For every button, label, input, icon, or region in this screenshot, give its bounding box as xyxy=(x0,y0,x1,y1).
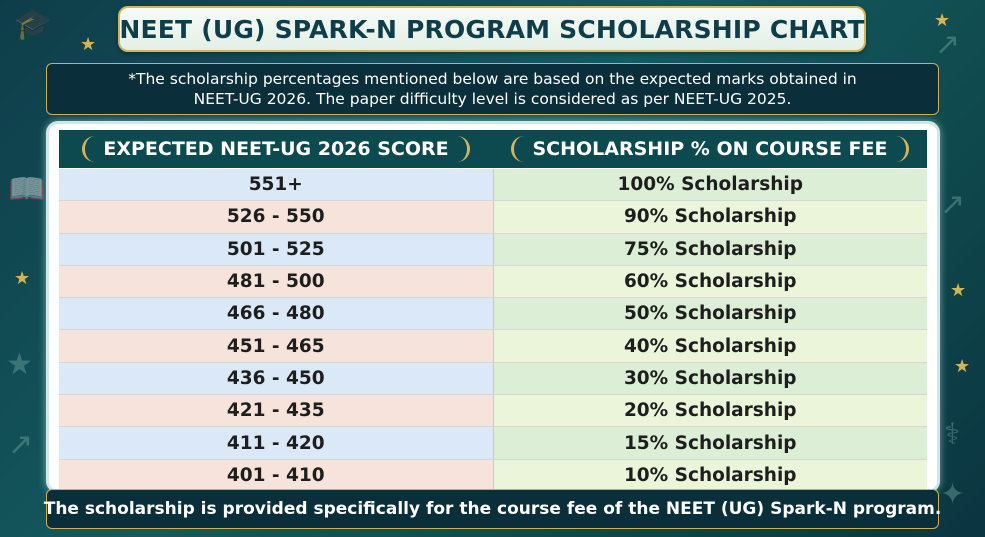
table-row xyxy=(59,330,927,362)
scholarship-cell: 10% Scholarship xyxy=(494,460,928,491)
scholarship-cell: 15% Scholarship xyxy=(494,427,928,458)
footer-text: The scholarship is provided specifically for the course fee of the NEET (UG) Spark-N program. xyxy=(43,499,942,519)
scholarship-cell: 50% Scholarship xyxy=(494,298,928,329)
header-score-label: EXPECTED NEET-UG 2026 SCORE xyxy=(82,136,469,162)
table-row xyxy=(59,298,927,330)
book-icon: 📖 xyxy=(8,172,46,207)
table-header xyxy=(59,130,927,168)
growth-arrow-icon: ↗ xyxy=(940,187,966,222)
header-score xyxy=(59,130,493,168)
sparkle-icon: ✦ xyxy=(940,477,966,512)
star-icon: ★ xyxy=(80,34,97,55)
score-cell: 551+ xyxy=(59,169,494,200)
stethoscope-icon: ⚕ xyxy=(944,417,961,452)
header-scholarship-label: SCHOLARSHIP % ON COURSE FEE xyxy=(511,136,908,162)
scholarship-cell: 40% Scholarship xyxy=(494,330,928,361)
score-cell: 466 - 480 xyxy=(59,298,494,329)
scholarship-cell: 60% Scholarship xyxy=(494,266,928,297)
score-cell: 401 - 410 xyxy=(59,460,494,491)
score-cell: 501 - 525 xyxy=(59,234,494,265)
star-icon: ★ xyxy=(934,10,951,31)
graduation-cap-icon: 🎓 xyxy=(14,7,52,42)
scholarship-cell: 100% Scholarship xyxy=(494,169,928,200)
score-cell: 421 - 435 xyxy=(59,395,494,426)
growth-arrow-icon: ↗ xyxy=(935,27,961,62)
title-banner xyxy=(118,6,866,52)
table-row xyxy=(59,395,927,427)
table-row xyxy=(59,169,927,201)
scholarship-table xyxy=(46,121,940,493)
footer-note xyxy=(43,489,942,529)
table-row xyxy=(59,266,927,298)
disclaimer-note xyxy=(46,63,939,115)
scholarship-cell: 30% Scholarship xyxy=(494,363,928,394)
score-cell: 451 - 465 xyxy=(59,330,494,361)
note-line-1: *The scholarship percentages mentioned below are based on the expected marks obtained in xyxy=(128,70,857,88)
page-title: NEET (UG) SPARK-N PROGRAM SCHOLARSHIP CHART xyxy=(119,14,865,44)
scholarship-cell: 90% Scholarship xyxy=(494,201,928,232)
header-scholarship xyxy=(493,130,927,168)
growth-arrow-icon: ↗ xyxy=(8,427,34,462)
scholarship-cell: 75% Scholarship xyxy=(494,234,928,265)
score-cell: 481 - 500 xyxy=(59,266,494,297)
star-icon: ★ xyxy=(954,356,971,377)
score-cell: 411 - 420 xyxy=(59,427,494,458)
star-icon: ★ xyxy=(950,280,967,301)
note-line-2: NEET-UG 2026. The paper difficulty level is considered as per NEET-UG 2025. xyxy=(193,90,792,108)
star-icon: ★ xyxy=(14,268,31,289)
table-row xyxy=(59,427,927,459)
table-body xyxy=(59,169,927,492)
score-cell: 436 - 450 xyxy=(59,363,494,394)
score-cell: 526 - 550 xyxy=(59,201,494,232)
table-row xyxy=(59,363,927,395)
star-icon: ★ xyxy=(6,347,33,382)
table-row xyxy=(59,201,927,233)
scholarship-cell: 20% Scholarship xyxy=(494,395,928,426)
table-row xyxy=(59,460,927,492)
table-row xyxy=(59,234,927,266)
